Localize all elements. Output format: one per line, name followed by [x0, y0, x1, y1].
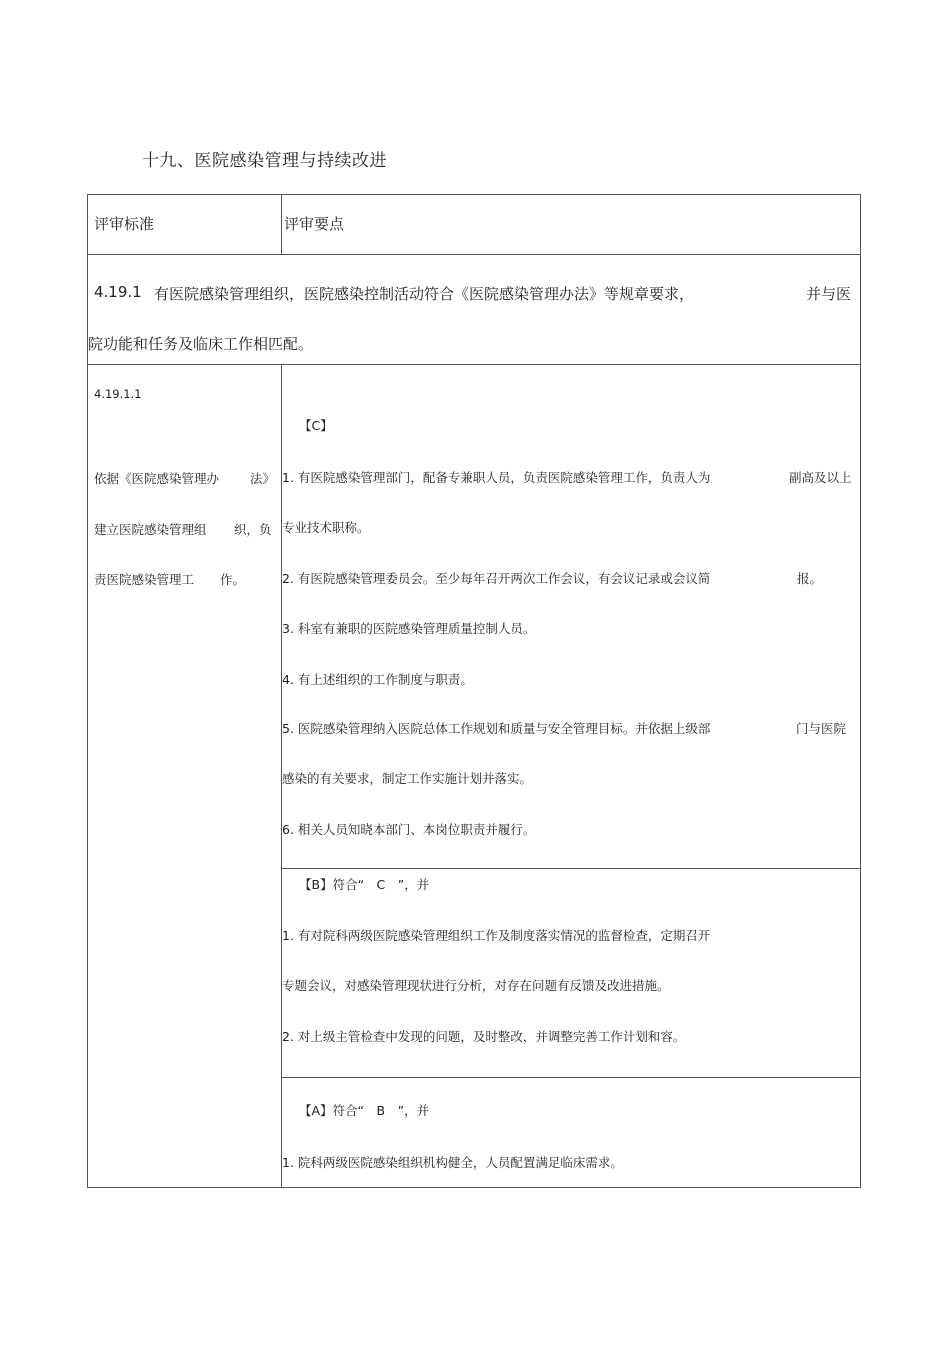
criterion-line: 法》 [250, 471, 276, 486]
standard-code: 4.19.1 [94, 283, 142, 301]
level-b-item: 专题会议，对感染管理现状进行分析，对存在问题有反馈及改进措施。 [282, 978, 670, 993]
level-a-heading: 【A】符合“ B ”，并 [299, 1103, 430, 1118]
level-c-item: 1. 有医院感染管理部门，配备专兼职人员，负责医院感染管理工作，负责人为 [282, 470, 711, 485]
standard-text-line2: 院功能和任务及临床工作相匹配。 [88, 335, 314, 353]
level-a-item: 1. 院科两级医院感染组织机构健全，人员配置满足临床需求。 [282, 1155, 623, 1170]
level-c-item: 3. 科室有兼职的医院感染管理质量控制人员。 [282, 621, 536, 636]
row-divider [88, 364, 860, 365]
criterion-line: 织，负 [234, 522, 272, 537]
level-c-item-tail: 副高及以上 [789, 470, 852, 485]
row-divider [88, 254, 860, 255]
level-c-item: 4. 有上述组织的工作制度与职责。 [282, 672, 473, 687]
criterion-code: 4.19.1.1 [94, 387, 142, 401]
level-c-item: 感染的有关要求，制定工作实施计划并落实。 [282, 771, 533, 786]
level-c-item-tail: 报。 [797, 571, 823, 586]
header-key-points: 评审要点 [284, 215, 345, 233]
level-c-item-tail: 门与医院 [796, 721, 847, 736]
standard-text: 有医院感染管理组织，医院感染控制活动符合《医院感染管理办法》等规章要求， [154, 285, 695, 303]
level-c-item: 专业技术职称。 [282, 520, 370, 535]
review-table [87, 194, 861, 1188]
level-c-item: 5. 医院感染管理纳入医院总体工作规划和质量与安全管理目标。并依据上级部 [282, 721, 711, 736]
level-b-item: 1. 有对院科两级医院感染管理组织工作及制度落实情况的监督检查，定期召开 [282, 928, 711, 943]
criterion-line: 责医院感染管理工 [94, 572, 195, 587]
level-b-heading: 【B】符合“ C ”，并 [299, 877, 430, 892]
row-divider [281, 868, 860, 869]
column-divider [281, 195, 282, 254]
row-divider [281, 1077, 860, 1078]
header-standard: 评审标准 [94, 215, 155, 233]
criterion-line: 作。 [220, 572, 246, 587]
level-c-heading: 【C】 [299, 418, 333, 433]
criterion-line: 依据《医院感染管理办 [94, 471, 220, 486]
level-c-item: 2. 有医院感染管理委员会。至少每年召开两次工作会议，有会议记录或会议简 [282, 571, 711, 586]
criterion-line: 建立医院感染管理组 [94, 522, 207, 537]
level-c-item: 6. 相关人员知晓本部门、本岗位职责并履行。 [282, 822, 536, 837]
level-b-item: 2. 对上级主管检查中发现的问题，及时整改，并调整完善工作计划和容。 [282, 1029, 686, 1044]
section-title: 十九、医院感染管理与持续改进 [142, 151, 387, 171]
standard-text-tail: 并与医 [806, 285, 852, 303]
